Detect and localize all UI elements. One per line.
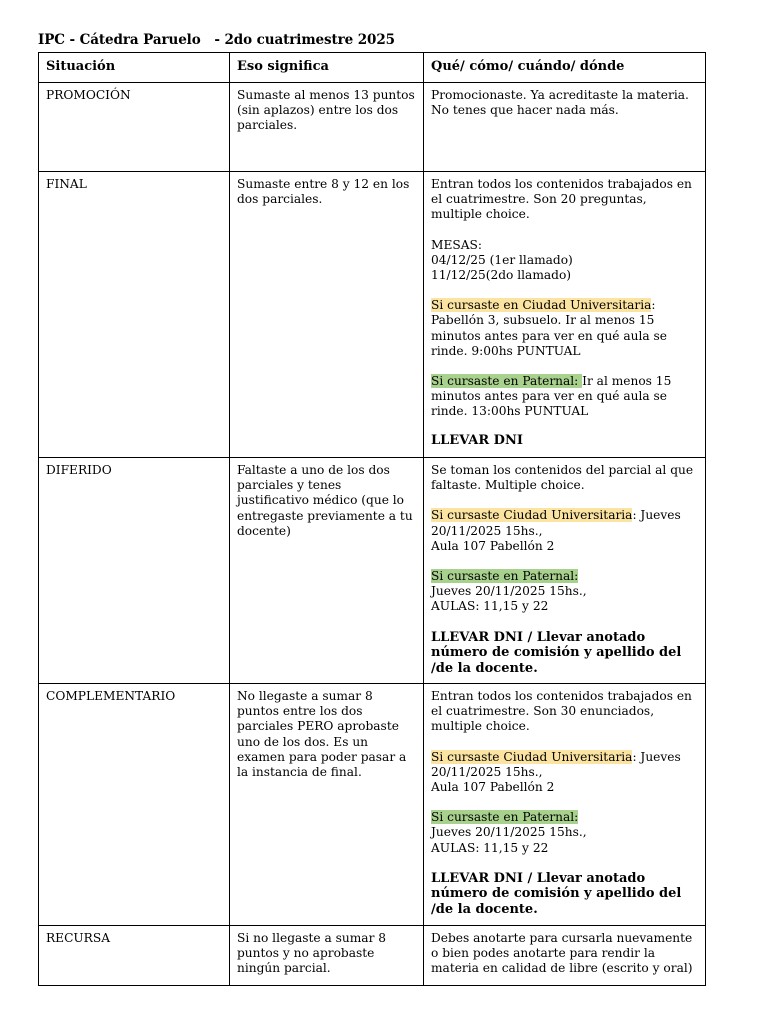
detail-text: Promocionaste. Ya acreditaste la materia. No tenes que hacer nada más. bbox=[431, 88, 689, 118]
cell-significa: Si no llegaste a sumar 8 puntos y no aprobaste ningún parcial. bbox=[230, 926, 424, 986]
header-detalle: Qué/ cómo/ cuándo/ dónde bbox=[424, 53, 706, 83]
cell-situacion: PROMOCIÓN bbox=[39, 83, 230, 172]
table-row bbox=[39, 926, 706, 986]
cell-detalle bbox=[424, 83, 706, 172]
cell-significa: Sumaste al menos 13 puntos (sin aplazos) entre los dos parciales. bbox=[230, 83, 424, 172]
cell-significa: Faltaste a uno de los dos parciales y tenes justificativo médico (que lo entregaste previamente a tu docente) bbox=[230, 458, 424, 684]
header-situacion: Situación bbox=[39, 53, 230, 83]
highlight-ciudad: Si cursaste en Ciudad Universitaria bbox=[431, 298, 652, 313]
highlight-paternal: Si cursaste en Paternal: bbox=[431, 569, 579, 584]
highlight-ciudad: Si cursaste Ciudad Universitaria bbox=[431, 749, 633, 764]
detail-text: Entran todos los contenidos trabajados en el cuatrimestre. Son 20 preguntas, multiple choice. bbox=[431, 177, 692, 222]
table-row bbox=[39, 83, 706, 172]
requirement-note: LLEVAR DNI / Llevar anotado número de comisión y apellido del /de la docente. bbox=[431, 870, 682, 918]
requirement-note: LLEVAR DNI / Llevar anotado número de comisión y apellido del /de la docente. bbox=[431, 629, 682, 676]
exam-dates: MESAS: 04/12/25 (1er llamado) 11/12/25(2do llamado) bbox=[431, 237, 573, 283]
location-ciudad bbox=[431, 750, 698, 796]
detail-text: Entran todos los contenidos trabajados en el cuatrimestre. Son 30 enunciados, multiple choice. bbox=[431, 689, 692, 734]
highlight-paternal: Si cursaste en Paternal: bbox=[431, 810, 579, 825]
location-ciudad-text: : Jueves 20/11/2025 15hs., Aula 107 Pabellón 2 bbox=[431, 749, 681, 795]
table-row bbox=[39, 458, 706, 684]
requirement-note: LLEVAR DNI bbox=[431, 432, 523, 448]
location-ciudad bbox=[431, 298, 698, 359]
highlight-ciudad: Si cursaste Ciudad Universitaria bbox=[431, 508, 633, 523]
header-significa: Eso significa bbox=[230, 53, 424, 83]
table-header-row bbox=[39, 53, 706, 83]
detail-text: Debes anotarte para cursarla nuevamente o bien podes anotarte para rendir la materia en calidad de libre (escrito y oral) bbox=[431, 931, 693, 976]
cell-detalle bbox=[424, 458, 706, 684]
location-ciudad-text: : Jueves 20/11/2025 15hs., Aula 107 Pabellón 2 bbox=[431, 508, 681, 553]
cell-detalle bbox=[424, 684, 706, 926]
location-paternal-text: Ir al menos 15 minutos antes para ver en qué aula se rinde. 13:00hs PUNTUAL bbox=[431, 374, 672, 419]
location-ciudad-text: : Pabellón 3, subsuelo. Ir al menos 15 minutos antes para ver en qué aula se rinde. 9:00hs PUNTUAL bbox=[431, 298, 667, 358]
detail-text: Se toman los contenidos del parcial al que faltaste. Multiple choice. bbox=[431, 463, 694, 493]
table-row bbox=[39, 172, 706, 458]
location-paternal-text: Jueves 20/11/2025 15hs., AULAS: 11,15 y 22 bbox=[431, 584, 587, 614]
location-paternal-text: Jueves 20/11/2025 15hs., AULAS: 11,15 y 22 bbox=[431, 825, 587, 855]
cell-situacion: FINAL bbox=[39, 172, 230, 458]
cell-situacion: DIFERIDO bbox=[39, 458, 230, 684]
location-paternal bbox=[431, 374, 698, 420]
highlight-paternal: Si cursaste en Paternal: bbox=[431, 374, 583, 389]
cell-situacion: RECURSA bbox=[39, 926, 230, 986]
cell-situacion: COMPLEMENTARIO bbox=[39, 684, 230, 926]
location-paternal bbox=[431, 569, 698, 615]
location-ciudad bbox=[431, 508, 698, 554]
cell-significa: Sumaste entre 8 y 12 en los dos parciales. bbox=[230, 172, 424, 458]
location-paternal bbox=[431, 810, 698, 856]
document-title: IPC - Cátedra Paruelo - 2do cuatrimestre 2025 bbox=[38, 32, 395, 48]
cell-detalle bbox=[424, 172, 706, 458]
cell-significa: No llegaste a sumar 8 puntos entre los dos parciales PERO aprobaste uno de los dos. Es un examen para poder pasar a la instancia de final. bbox=[230, 684, 424, 926]
table-row bbox=[39, 684, 706, 926]
situations-table bbox=[38, 52, 706, 986]
cell-detalle bbox=[424, 926, 706, 986]
